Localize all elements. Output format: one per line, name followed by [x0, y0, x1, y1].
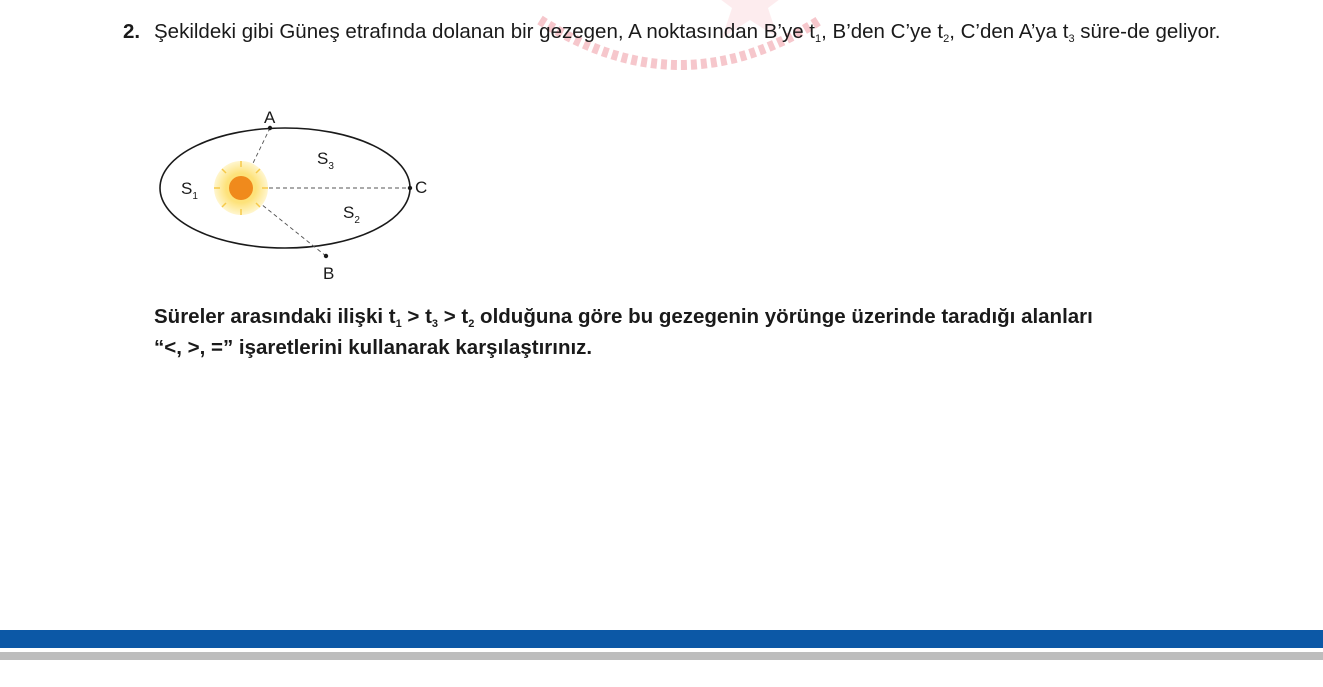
label-s2: $S_2$	[343, 203, 360, 226]
point-b-dot	[324, 254, 328, 258]
label-s1: $S_1$	[181, 179, 198, 202]
question-prompt	[154, 301, 1234, 363]
point-c-dot	[408, 186, 412, 190]
prompt-line-1: Süreler arasındaki ilişki $t_1 > t_3 > t_2$ olduğuna göre bu gezegenin yörünge üzerinde taradığı alanları	[154, 305, 1093, 330]
question-block	[123, 16, 1223, 47]
prompt-line-2: “<, >, =” işaretlerini kullanarak karşılaştırınız.	[154, 336, 593, 359]
label-s3: $S_3$	[317, 149, 334, 172]
label-a: A	[264, 108, 276, 127]
label-c: C	[415, 178, 428, 197]
footer-gray-bar	[0, 652, 1323, 660]
question-text: Şekildeki gibi Güneş etrafında dolanan bir gezegen, A noktasından B’ye $t_1$, B’den C’ye $t_2$, C’den A’ya $t_3$ süre-de geliyor.	[154, 20, 1221, 45]
question-number: 2.	[123, 20, 141, 43]
label-b: B	[323, 264, 335, 283]
sun-icon	[214, 161, 268, 215]
footer-blue-bar	[0, 630, 1323, 648]
orbit-diagram	[150, 100, 450, 290]
